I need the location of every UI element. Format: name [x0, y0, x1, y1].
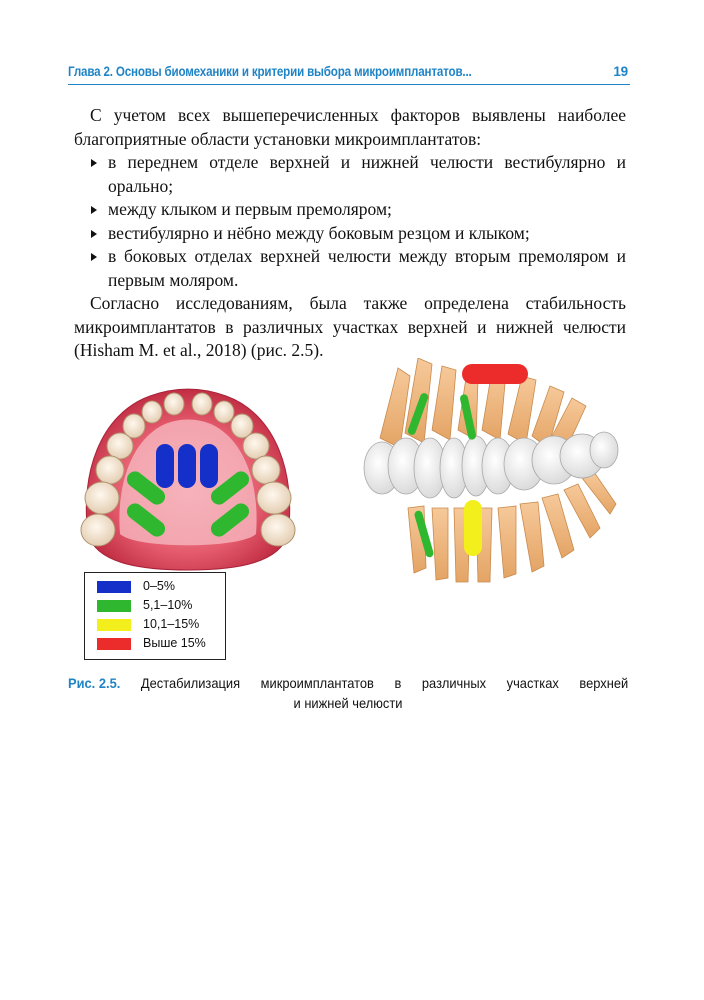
caption-label: Рис. 2.5.	[68, 675, 121, 691]
main-text	[74, 104, 626, 363]
intro-paragraph: С учетом всех вышеперечисленных факторов выявлены наиболее благоприятные области установки микроимплантатов:	[74, 105, 626, 149]
chapter-title: Глава 2. Основы биомеханики и критерии выбора микроимплантатов...	[68, 64, 472, 79]
palate-illustration	[80, 384, 296, 574]
list-item: вестибулярно и нёбно между боковым резцом и клыком;	[74, 222, 626, 246]
closing-paragraph: Согласно исследованиям, была также определена стабильность микроимплантатов в различных участках верхней и нижней челюсти (Hisham M. et al., 2018) (рис. 2.5).	[74, 293, 626, 360]
triangle-bullet-icon	[91, 253, 97, 261]
list-item: в боковых отделах верхней челюсти между вторым премоляром и первым моляром.	[74, 245, 626, 292]
caption-line-2: и нижней челюсти	[293, 695, 403, 711]
legend-swatch	[97, 619, 131, 631]
caption-line-1: Рис. 2.5. Дестабилизация микроимплантатов в различных участках верхней	[68, 675, 629, 691]
triangle-bullet-icon	[91, 230, 97, 238]
teeth-side-illustration	[350, 358, 620, 588]
legend-swatch	[97, 581, 131, 593]
triangle-bullet-icon	[91, 159, 97, 167]
list-item: в переднем отделе верхней и нижней челюсти вестибулярно и орально;	[74, 151, 626, 198]
list-item: между клыком и первым премоляром;	[74, 198, 626, 222]
running-header	[68, 62, 630, 86]
figure-caption	[68, 673, 628, 713]
header-divider	[68, 84, 630, 85]
page-number: 19	[613, 64, 628, 79]
legend-swatch	[97, 638, 131, 650]
triangle-bullet-icon	[91, 206, 97, 214]
bullet-list	[74, 151, 626, 292]
figure-legend: 0–5% 5,1–10% 10,1–15% Выше 15%	[84, 572, 226, 660]
legend-swatch	[97, 600, 131, 612]
